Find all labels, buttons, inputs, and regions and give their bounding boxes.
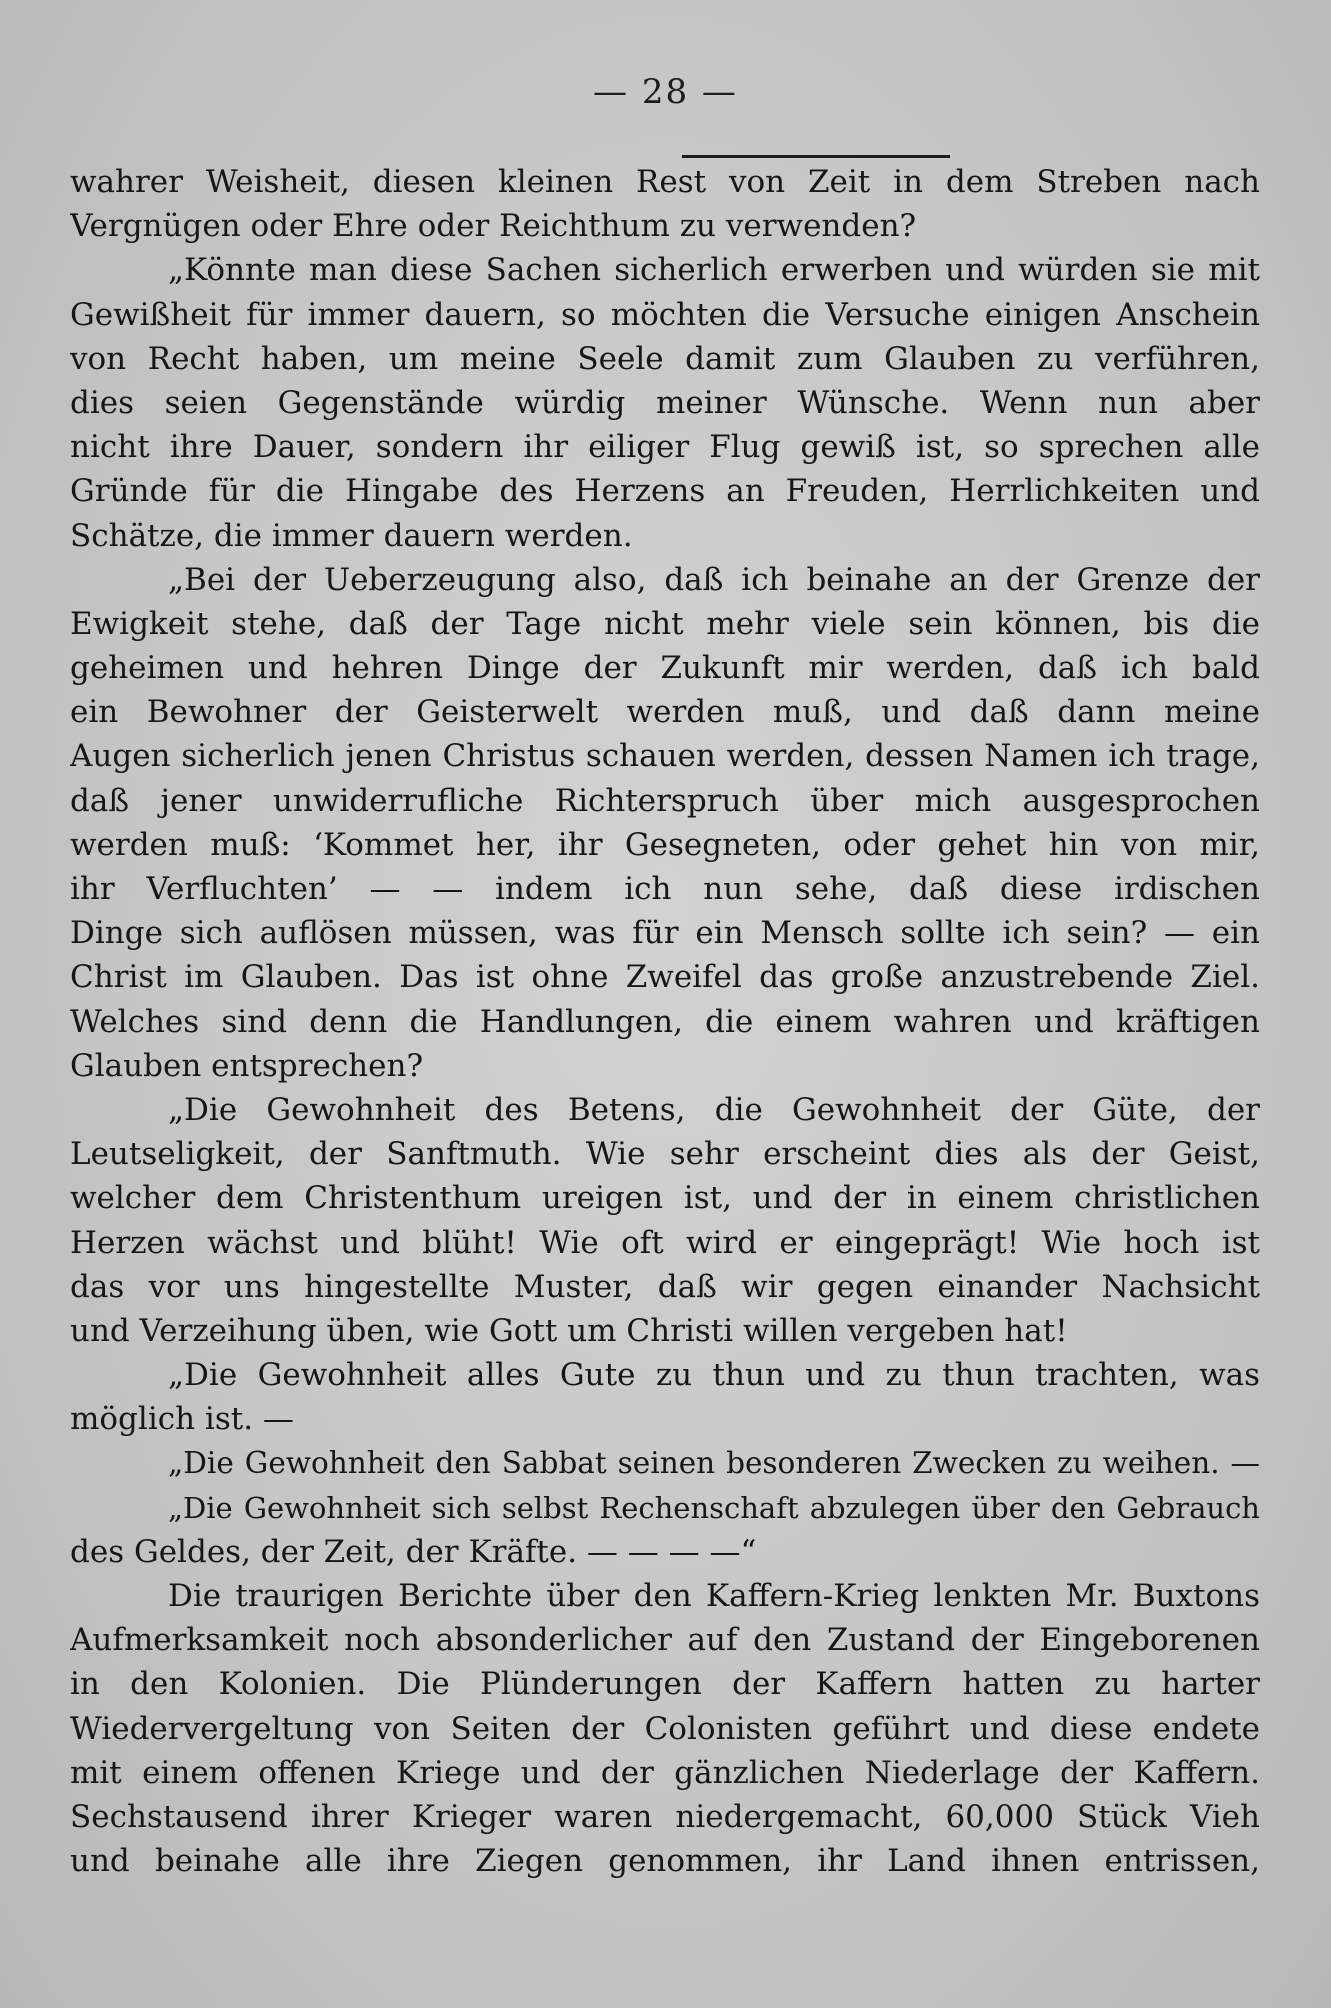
text-line: und beinahe alle ihre Ziegen genommen, ihr Land ihnen entrissen, [70,1843,1260,1880]
text-line: „Könnte man diese Sachen sicherlich erwerben und würden sie mit [168,252,1260,289]
text-line: das vor uns hingestellte Muster, daß wir gegen einander Nachsicht [70,1268,1260,1305]
text-line: Sechstausend ihrer Krieger waren niedergemacht, 60,000 Stück Vieh [70,1798,1260,1835]
text-line: und Verzeihung üben, wie Gott um Christi willen vergeben hat! [70,1312,1068,1349]
text-line: „Bei der Ueberzeugung also, daß ich beinahe an der Grenze der [168,561,1260,598]
text-line: Gewißheit für immer dauern, so möchten die Versuche einigen Anschein [70,296,1260,333]
text-line: Glauben entsprechen? [70,1047,424,1084]
text-line: Ewigkeit stehe, daß der Tage nicht mehr viele sein können, bis die [70,605,1260,642]
text-line: ein Bewohner der Geisterwelt werden muß, und daß dann meine [70,694,1260,731]
text-line: nicht ihre Dauer, sondern ihr eiliger Flug gewiß ist, so sprechen alle [70,429,1260,466]
header-rule [682,155,950,158]
text-line: Welches sind denn die Handlungen, die einem wahren und kräftigen [70,1003,1260,1040]
text-line: Herzen wächst und blüht! Wie oft wird er eingeprägt! Wie hoch ist [70,1224,1260,1261]
page-number: — 28 — [593,72,738,112]
text-line: möglich ist. — [70,1401,294,1438]
text-line: Christ im Glauben. Das ist ohne Zweifel das große anzustrebende Ziel. [70,959,1260,996]
text-line: von Recht haben, um meine Seele damit zum Glauben zu verführen, [70,340,1260,377]
text-line: mit einem offenen Kriege und der gänzlichen Niederlage der Kaffern. [70,1754,1260,1791]
text-line: Die traurigen Berichte über den Kaffern-Krieg lenkten Mr. Buxtons [168,1578,1260,1614]
text-line: werden muß: ‘Kommet her, ihr Gesegneten, oder gehet hin von mir, [70,826,1260,863]
text-line: dies seien Gegenstände würdig meiner Wünsche. Wenn nun aber [70,384,1260,421]
text-line: Gründe für die Hingabe des Herzens an Freuden, Herrlichkeiten und [70,473,1260,510]
text-line: in den Kolonien. Die Plünderungen der Kaffern hatten zu harter [70,1666,1260,1703]
text-line: „Die Gewohnheit des Betens, die Gewohnheit der Güte, der [168,1091,1260,1128]
text-line: „Die Gewohnheit sich selbst Rechenschaft abzulegen über den Gebrauch [168,1490,1260,1525]
text-line: ihr Verfluchten’ — — indem ich nun sehe, daß diese irdischen [70,871,1260,907]
text-line: Augen sicherlich jenen Christus schauen werden, dessen Namen ich trage, [70,738,1260,775]
text-line: „Die Gewohnheit den Sabbat seinen besonderen Zwecken zu weihen. — [168,1446,1260,1481]
text-line: wahrer Weisheit, diesen kleinen Rest von Zeit in dem Streben nach [70,164,1260,200]
text-line: Aufmerksamkeit noch absonderlicher auf den Zustand der Eingeborenen [70,1622,1260,1659]
text-line: welcher dem Christenthum ureigen ist, und der in einem christlichen [70,1180,1260,1217]
text-line: Vergnügen oder Ehre oder Reichthum zu verwenden? [70,208,917,245]
text-line: geheimen und hehren Dinge der Zukunft mir werden, daß ich bald [70,650,1260,687]
text-line: Wiedervergeltung von Seiten der Colonisten geführt und diese endete [70,1710,1260,1747]
text-line: „Die Gewohnheit alles Gute zu thun und zu thun trachten, was [168,1357,1260,1394]
text-line: des Geldes, der Zeit, der Kräfte. — — — —“ [70,1533,757,1570]
body-text [70,160,1260,1883]
text-line: Leutseligkeit, der Sanftmuth. Wie sehr erscheint dies als der Geist, [70,1136,1260,1173]
text-line: daß jener unwiderrufliche Richterspruch über mich ausgesprochen [70,782,1260,819]
text-line: Schätze, die immer dauern werden. [70,517,633,554]
text-line: Dinge sich auflösen müssen, was für ein Mensch sollte ich sein? — ein [70,915,1260,952]
